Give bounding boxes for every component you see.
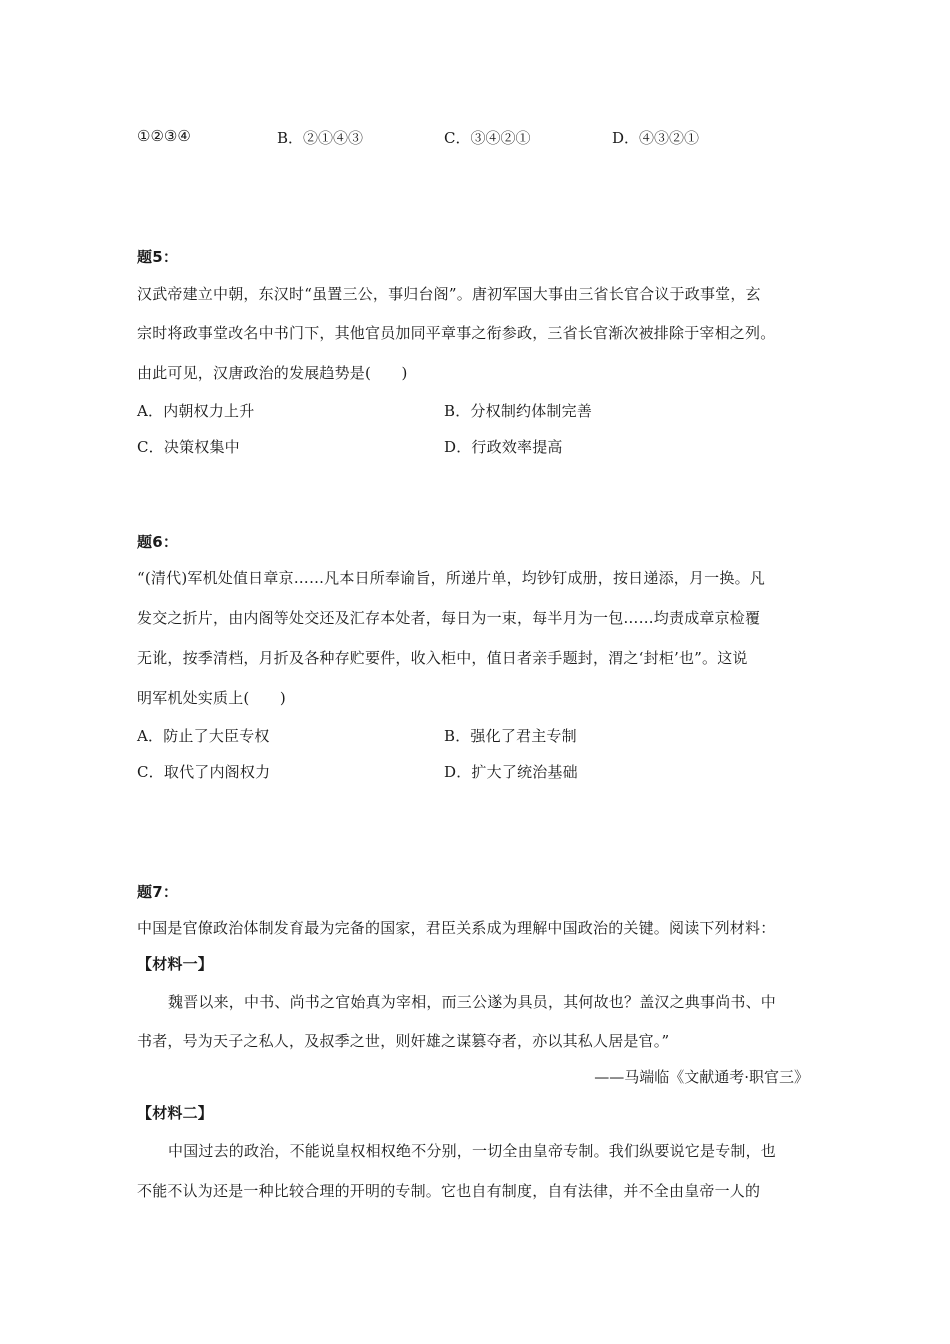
answer-option-c: C．取代了内阁权力 bbox=[137, 763, 271, 781]
material-text-line: 魏晋以来，中书、尚书之官始真为宰相，而三公遂为具员，其何故也？盖汉之典事尚书、中 bbox=[168, 993, 777, 1011]
material-source: ——马端临《文献通考·职官三》 bbox=[594, 1068, 809, 1086]
material-text-line: 中国过去的政治，不能说皇权相权绝不分别，一切全由皇帝专制。我们纵要说它是专制，也 bbox=[168, 1142, 777, 1160]
material-1-label: 【材料一】 bbox=[137, 955, 214, 973]
question-text-line: 宗时将政事堂改名中书门下，其他官员加同平章事之衔参政，三省长官渐次被排除于宰相之列。 bbox=[137, 324, 776, 342]
question-title: 题7： bbox=[137, 883, 179, 901]
question-intro: 中国是官僚政治体制发育最为完备的国家，君臣关系成为理解中国政治的关键。阅读下列材料： bbox=[137, 919, 776, 937]
question-title: 题6： bbox=[137, 533, 179, 551]
question-text-line: 发交之折片，由内阁等处交还及汇存本处者，每日为一束，每半月为一包……均责成章京检覆 bbox=[137, 609, 761, 627]
answer-option-a: A．防止了大臣专权 bbox=[137, 727, 270, 745]
material-text-line: 不能不认为还是一种比较合理的开明的专制。它也自有制度，自有法律，并不全由皇帝一人的 bbox=[137, 1182, 761, 1200]
material-2-label: 【材料二】 bbox=[137, 1104, 214, 1122]
option-1: ①②③④ bbox=[137, 127, 191, 145]
question-text-line: 明军机处实质上( ) bbox=[137, 689, 286, 707]
question-text-line: 由此可见，汉唐政治的发展趋势是( ) bbox=[137, 364, 408, 382]
question-title: 题5： bbox=[137, 248, 179, 266]
question-text-line: 汉武帝建立中朝，东汉时“虽置三公，事归台阁”。唐初军国大事由三省长官合议于政事堂，玄 bbox=[137, 285, 761, 303]
option-b: B．②①④③ bbox=[277, 129, 364, 147]
answer-option-d: D．扩大了统治基础 bbox=[444, 763, 578, 781]
question-text-line: 无讹，按季清档，月折及各种存贮要件，收入柜中，值日者亲手题封，渭之‘封柜’也”。这说 bbox=[137, 649, 748, 667]
answer-option-b: B．强化了君主专制 bbox=[444, 727, 577, 745]
answer-option-a: A．内朝权力上升 bbox=[137, 402, 255, 420]
answer-option-d: D．行政效率提高 bbox=[444, 438, 563, 456]
answer-option-c: C．决策权集中 bbox=[137, 438, 240, 456]
answer-option-b: B．分权制约体制完善 bbox=[444, 402, 593, 420]
option-c: C．③④②① bbox=[444, 129, 531, 147]
option-d: D．④③②① bbox=[612, 129, 700, 147]
question-text-line: “(清代)军机处值日章京……凡本日所奉谕旨，所递片单，均钞钉成册，按日递添，月一换。凡 bbox=[137, 569, 765, 587]
material-text-line: 书者，号为天子之私人，及叔季之世，则奸雄之谋篡夺者，亦以其私人居是官。” bbox=[137, 1032, 670, 1050]
